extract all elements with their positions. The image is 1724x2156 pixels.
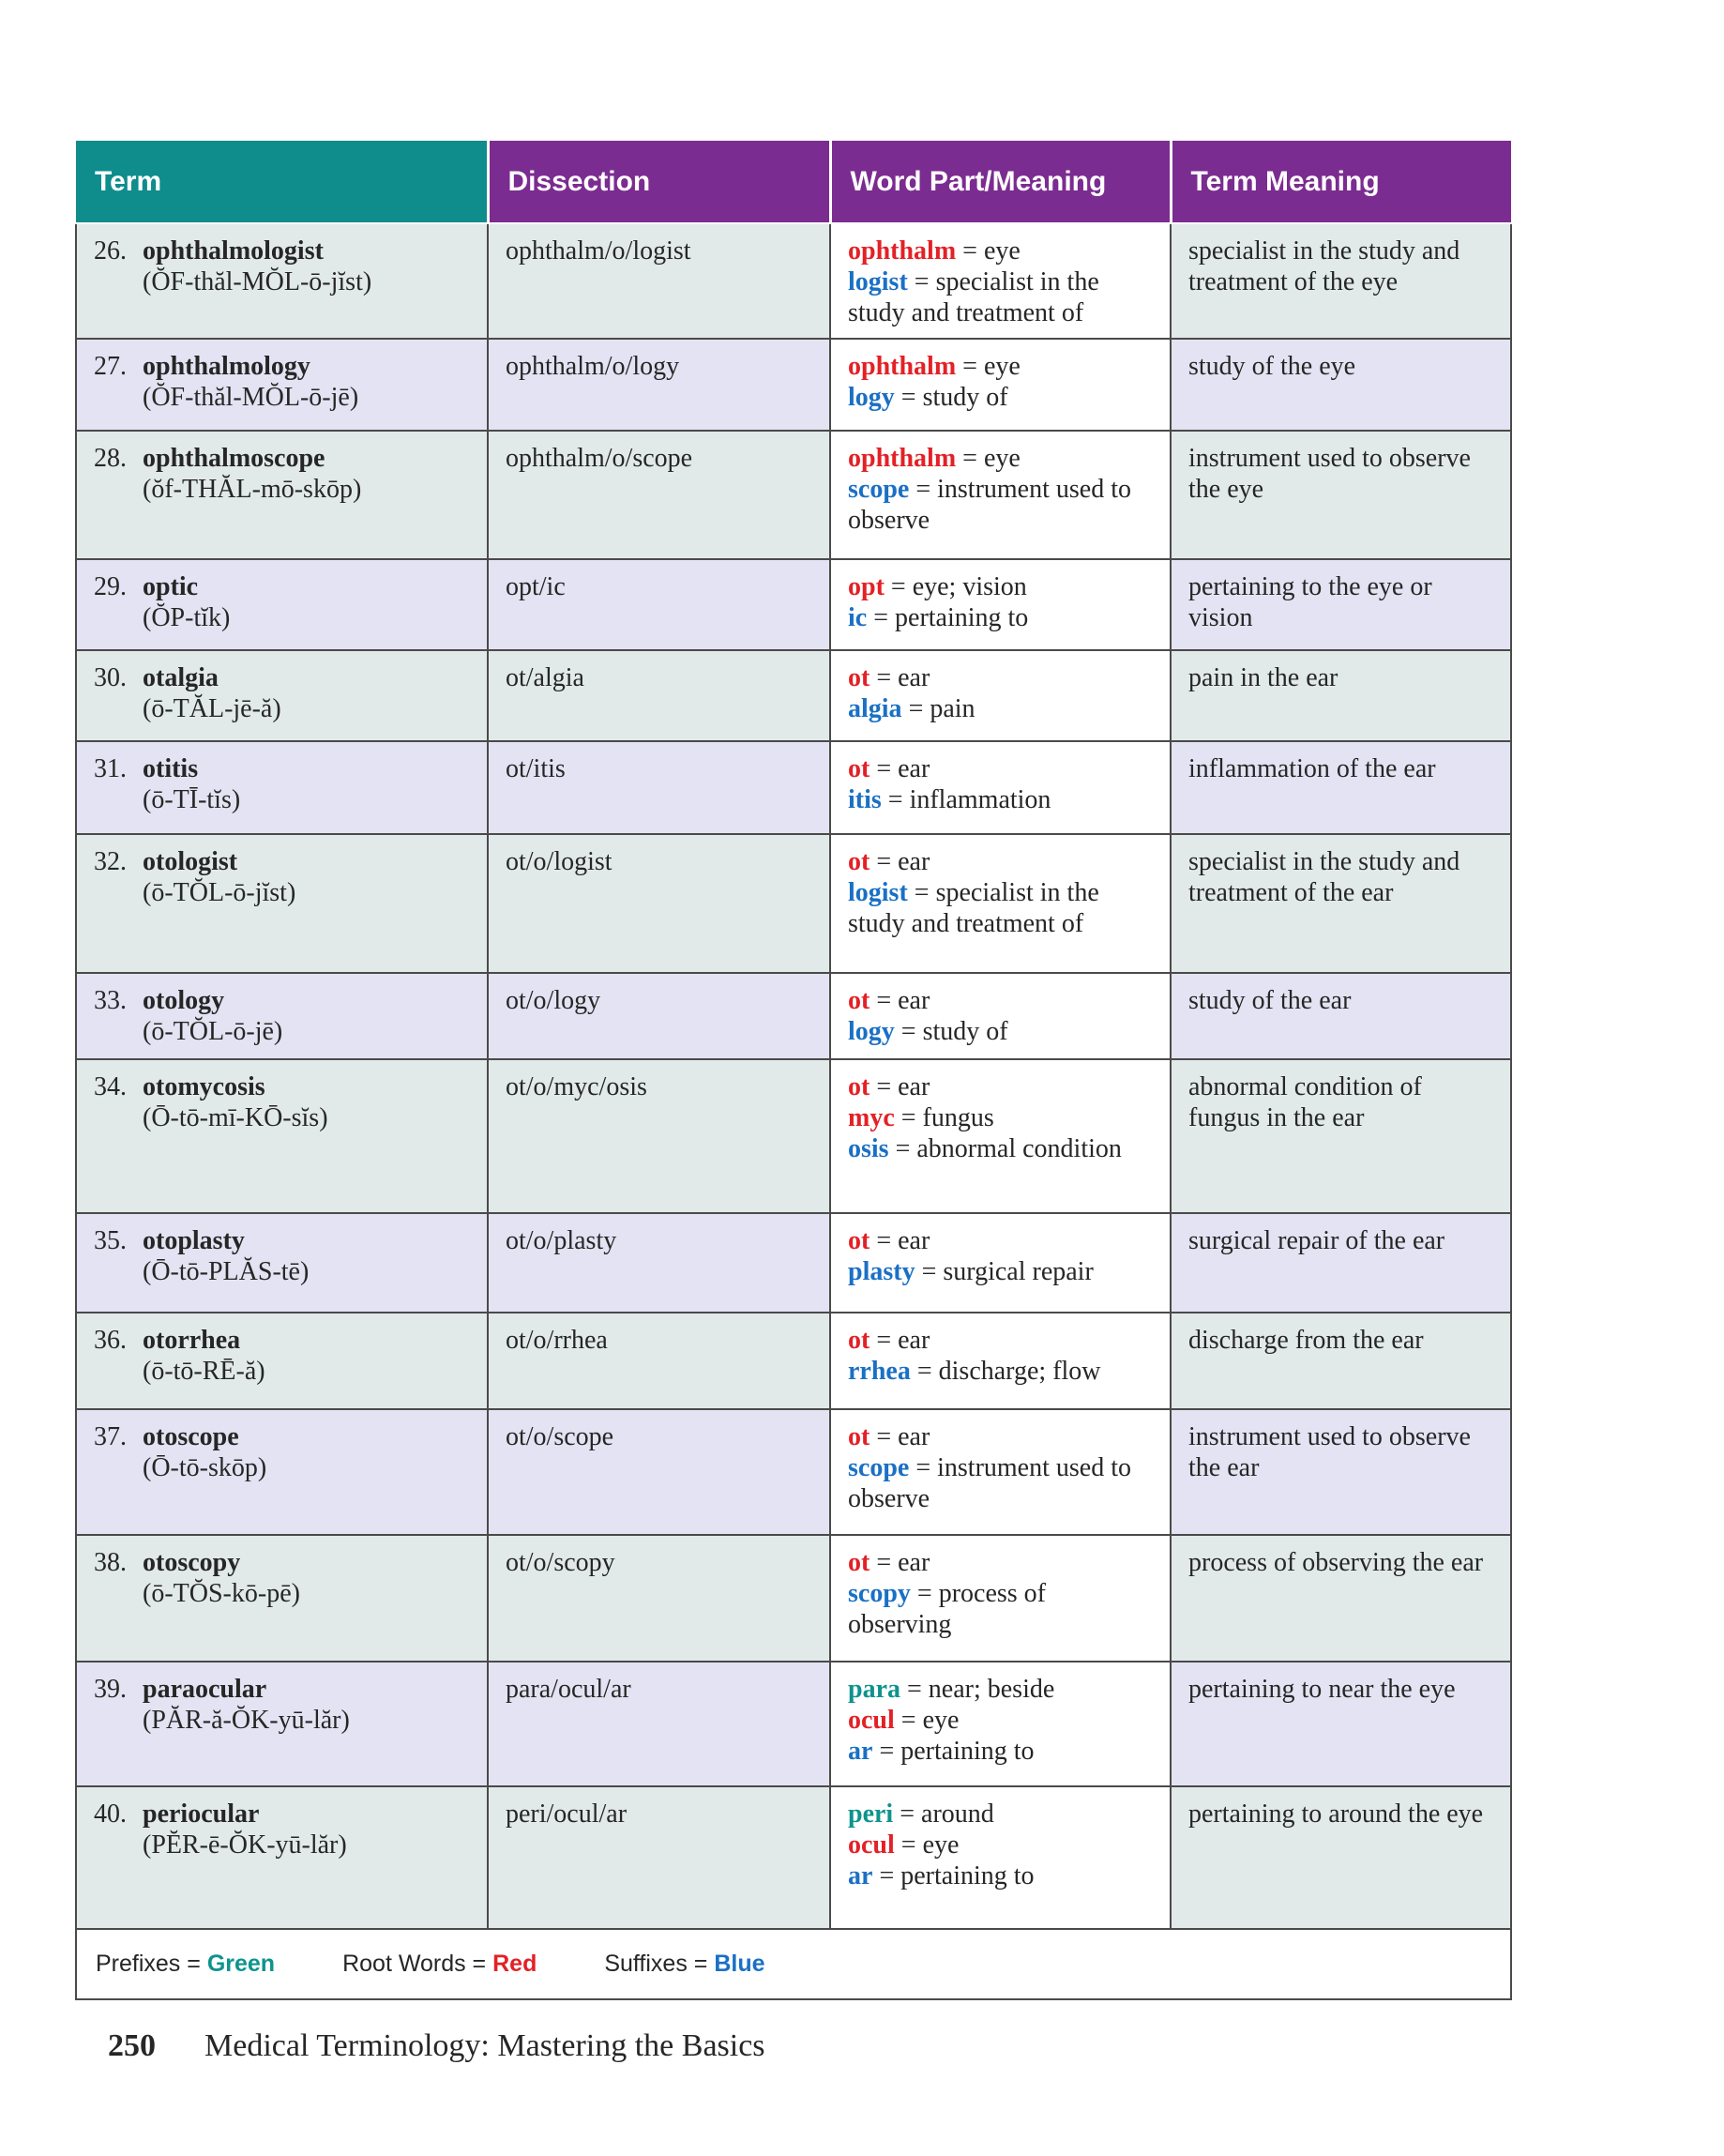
word-part-line: [848, 1016, 1155, 1047]
term-text: ophthalmologist: [143, 236, 324, 266]
word-part-token: myc: [848, 1103, 895, 1133]
word-part-line: [848, 235, 1155, 266]
term-cell: [76, 1059, 488, 1213]
word-part-token: ot: [848, 1422, 870, 1452]
word-part-token: ocul: [848, 1706, 895, 1736]
legend-label: Suffixes =: [604, 1950, 715, 1977]
word-part-meaning: = ear: [870, 754, 930, 784]
term-meaning-text: inflammation of the ear: [1188, 754, 1436, 784]
table-row: [76, 559, 1511, 650]
word-part-token: ot: [848, 986, 870, 1016]
pronunciation: (ō-TŎL-ō-jē): [143, 1017, 283, 1047]
word-part-meaning: = specialist in the study and treatment of: [848, 878, 1099, 939]
word-part-token: scopy: [848, 1579, 911, 1609]
word-part-cell: [830, 223, 1171, 339]
term-cell: [76, 1786, 488, 1929]
term-number: 27.: [94, 352, 127, 382]
legend-color-word: Green: [206, 1950, 276, 1977]
term-cell: [76, 834, 488, 973]
word-part-token: rrhea: [848, 1357, 911, 1387]
pronunciation: (Ō-tō-mī-KŌ-sĭs): [143, 1103, 328, 1133]
term-text: otitis: [143, 754, 199, 784]
term-number: 40.: [94, 1799, 127, 1830]
dissection-cell: [488, 1786, 830, 1929]
pronunciation: (Ō-tō-PLĂS-tē): [143, 1257, 310, 1287]
word-part-token: osis: [848, 1134, 889, 1164]
page-footer: [108, 2028, 765, 2064]
term-text: periocular: [143, 1799, 260, 1830]
word-part-line: [848, 1547, 1155, 1578]
term-meaning-cell: [1171, 559, 1511, 650]
word-part-token: ophthalm: [848, 352, 957, 382]
word-part-meaning: = near; beside: [900, 1675, 1055, 1705]
table-row: [76, 1313, 1511, 1409]
term-line: [94, 1799, 472, 1830]
dissection-cell: [488, 650, 830, 741]
pronunciation: (ō-TĪ-tĭs): [143, 785, 241, 815]
term-meaning-cell: [1171, 1786, 1511, 1929]
word-part-meaning: = ear: [870, 1226, 930, 1256]
word-part-line: [848, 985, 1155, 1016]
table-row: [76, 1662, 1511, 1786]
word-part-line: [848, 1674, 1155, 1705]
dissection-cell: [488, 1059, 830, 1213]
word-part-line: [848, 1830, 1155, 1860]
word-part-line: [848, 784, 1155, 815]
word-part-line: [848, 1225, 1155, 1256]
legend-label: Prefixes =: [96, 1950, 207, 1977]
term-text: otoscope: [143, 1422, 239, 1452]
term-meaning-cell: [1171, 650, 1511, 741]
legend-row: [76, 1929, 1511, 1999]
book-title: Medical Terminology: Mastering the Basics: [204, 2028, 765, 2063]
word-part-meaning: = around: [893, 1799, 994, 1830]
legend-color-word: Red: [492, 1950, 537, 1977]
word-part-token: peri: [848, 1799, 894, 1830]
dissection-cell: [488, 973, 830, 1059]
dissection-cell: [488, 1409, 830, 1535]
term-text: paraocular: [143, 1675, 267, 1705]
word-part-cell: [830, 1786, 1171, 1929]
legend-item: [604, 1951, 764, 1977]
term-number: 38.: [94, 1548, 127, 1578]
word-part-line: [848, 1325, 1155, 1356]
table-row: [76, 1059, 1511, 1213]
word-part-line: [848, 1356, 1155, 1387]
table-row: [76, 339, 1511, 431]
dissection-cell: [488, 1213, 830, 1313]
dissection-text: ot/o/scopy: [506, 1548, 615, 1578]
word-part-line: [848, 1860, 1155, 1891]
term-meaning-cell: [1171, 1313, 1511, 1409]
legend-item: [96, 1951, 275, 1977]
term-cell: [76, 741, 488, 834]
word-part-line: [848, 1799, 1155, 1830]
word-part-meaning: = abnormal condition: [888, 1134, 1122, 1164]
word-part-token: ot: [848, 1226, 870, 1256]
term-cell: [76, 973, 488, 1059]
word-part-token: ar: [848, 1737, 873, 1767]
term-cell: [76, 650, 488, 741]
table-row: [76, 973, 1511, 1059]
table-row: [76, 223, 1511, 339]
term-cell: [76, 339, 488, 431]
term-meaning-text: instrument used to observe the eye: [1188, 444, 1471, 505]
word-part-meaning: = ear: [870, 663, 930, 693]
dissection-cell: [488, 559, 830, 650]
dissection-text: ot/algia: [506, 663, 584, 693]
word-part-meaning: = instrument used to observe: [848, 475, 1131, 536]
word-part-line: [848, 753, 1155, 784]
word-part-meaning: = eye: [894, 1706, 960, 1736]
term-text: otomycosis: [143, 1072, 265, 1102]
word-part-line: [848, 1421, 1155, 1452]
term-table-body: [76, 223, 1511, 1929]
pronunciation: (ō-TĂL-jē-ă): [143, 694, 281, 724]
table-header: [76, 141, 1511, 223]
term-cell: [76, 1313, 488, 1409]
word-part-line: [848, 846, 1155, 877]
term-text: otoscopy: [143, 1548, 241, 1578]
word-part-token: logist: [848, 878, 908, 908]
word-part-cell: [830, 559, 1171, 650]
word-part-line: [848, 602, 1155, 633]
word-part-meaning: = discharge; flow: [910, 1357, 1101, 1387]
word-part-cell: [830, 650, 1171, 741]
pronunciation: (ŎF-thăl-MŎL-ō-jĭst): [143, 267, 372, 297]
word-part-line: [848, 662, 1155, 693]
term-line: [94, 753, 472, 784]
term-number: 33.: [94, 986, 127, 1016]
dissection-cell: [488, 1535, 830, 1662]
term-cell: [76, 1213, 488, 1313]
term-meaning-cell: [1171, 1535, 1511, 1662]
term-meaning-text: specialist in the study and treatment of the ear: [1188, 847, 1460, 908]
term-number: 29.: [94, 572, 127, 602]
legend-item: [342, 1951, 537, 1977]
term-number: 34.: [94, 1072, 127, 1102]
term-cell: [76, 431, 488, 559]
pronunciation: (Ō-tō-skōp): [143, 1453, 267, 1483]
word-part-token: logy: [848, 383, 895, 413]
dissection-text: opt/ic: [506, 572, 566, 602]
term-meaning-cell: [1171, 834, 1511, 973]
word-part-token: logy: [848, 1017, 895, 1047]
legend-label: Root Words =: [342, 1950, 493, 1977]
pronunciation: (ŏf-THĂL-mō-skōp): [143, 475, 362, 505]
term-text: otoplasty: [143, 1226, 245, 1256]
term-meaning-text: pain in the ear: [1188, 663, 1338, 693]
word-part-line: [848, 474, 1155, 536]
term-line: [94, 1547, 472, 1578]
pronunciation: (PĔR-ē-ŎK-yū-lăr): [143, 1830, 347, 1860]
table-row: [76, 741, 1511, 834]
word-part-token: ar: [848, 1861, 873, 1891]
legend-color-word: Blue: [714, 1950, 765, 1977]
term-line: [94, 1674, 472, 1705]
term-number: 36.: [94, 1326, 127, 1356]
word-part-cell: [830, 1535, 1171, 1662]
word-part-meaning: = study of: [894, 383, 1008, 413]
term-meaning-cell: [1171, 1059, 1511, 1213]
word-part-token: ot: [848, 663, 870, 693]
term-number: 32.: [94, 847, 127, 877]
term-number: 30.: [94, 663, 127, 693]
word-part-token: ot: [848, 1326, 870, 1356]
word-part-meaning: = eye: [894, 1830, 960, 1860]
word-part-line: [848, 693, 1155, 724]
word-part-cell: [830, 973, 1171, 1059]
word-part-meaning: = study of: [894, 1017, 1008, 1047]
word-part-meaning: = ear: [870, 1326, 930, 1356]
term-meaning-text: discharge from the ear: [1188, 1326, 1424, 1356]
word-part-line: [848, 877, 1155, 939]
term-meaning-text: study of the eye: [1188, 352, 1356, 382]
dissection-cell: [488, 741, 830, 834]
word-part-meaning: = ear: [870, 1548, 930, 1578]
term-line: [94, 846, 472, 877]
dissection-text: ot/o/rrhea: [506, 1326, 608, 1356]
word-part-meaning: = eye; vision: [884, 572, 1027, 602]
word-part-meaning: = pain: [901, 694, 975, 724]
term-meaning-text: surgical repair of the ear: [1188, 1226, 1445, 1256]
dissection-text: ot/o/scope: [506, 1422, 614, 1452]
word-part-token: scope: [848, 475, 910, 505]
word-part-line: [848, 1705, 1155, 1736]
word-part-meaning: = pertaining to: [867, 603, 1029, 633]
dissection-text: ophthalm/o/scope: [506, 444, 693, 474]
word-part-line: [848, 382, 1155, 413]
word-part-token: itis: [848, 785, 882, 815]
term-meaning-cell: [1171, 973, 1511, 1059]
word-part-meaning: = surgical repair: [915, 1257, 1094, 1287]
word-part-token: ophthalm: [848, 236, 957, 266]
term-number: 37.: [94, 1422, 127, 1452]
table-row: [76, 1535, 1511, 1662]
term-meaning-cell: [1171, 223, 1511, 339]
dissection-text: ot/o/plasty: [506, 1226, 617, 1256]
word-part-line: [848, 1736, 1155, 1767]
term-cell: [76, 223, 488, 339]
term-line: [94, 235, 472, 266]
word-part-meaning: = ear: [870, 1422, 930, 1452]
table-row: [76, 1409, 1511, 1535]
term-table: [75, 141, 1512, 2000]
dissection-text: ot/o/logy: [506, 986, 601, 1016]
term-line: [94, 1421, 472, 1452]
word-part-line: [848, 266, 1155, 328]
term-meaning-text: specialist in the study and treatment of the eye: [1188, 236, 1460, 297]
word-part-cell: [830, 834, 1171, 973]
dissection-cell: [488, 339, 830, 431]
word-part-line: [848, 1102, 1155, 1133]
word-part-token: ocul: [848, 1830, 895, 1860]
word-part-meaning: = eye: [956, 352, 1021, 382]
word-part-line: [848, 443, 1155, 474]
word-part-cell: [830, 741, 1171, 834]
pronunciation: (ō-TŎS-kō-pē): [143, 1579, 300, 1609]
word-part-meaning: = eye: [956, 444, 1021, 474]
term-meaning-text: pertaining to around the eye: [1188, 1799, 1484, 1830]
word-part-line: [848, 1578, 1155, 1640]
word-part-meaning: = specialist in the study and treatment of: [848, 267, 1099, 328]
term-meaning-text: instrument used to observe the ear: [1188, 1422, 1471, 1483]
legend-cell: [76, 1929, 1511, 1999]
term-line: [94, 1071, 472, 1102]
word-part-token: ot: [848, 847, 870, 877]
word-part-token: ic: [848, 603, 868, 633]
term-meaning-text: process of observing the ear: [1188, 1548, 1484, 1578]
word-part-line: [848, 571, 1155, 602]
pronunciation: (PĂR-ă-ŎK-yū-lăr): [143, 1706, 350, 1736]
term-text: otalgia: [143, 663, 219, 693]
term-meaning-cell: [1171, 1662, 1511, 1786]
table-row: [76, 650, 1511, 741]
word-part-line: [848, 1452, 1155, 1514]
pronunciation: (ŎF-thăl-MŎL-ō-jē): [143, 383, 359, 413]
term-number: 39.: [94, 1675, 127, 1705]
term-text: optic: [143, 572, 199, 602]
term-number: 26.: [94, 236, 127, 266]
term-line: [94, 662, 472, 693]
term-meaning-cell: [1171, 1213, 1511, 1313]
dissection-cell: [488, 1662, 830, 1786]
term-line: [94, 1225, 472, 1256]
table-row: [76, 1213, 1511, 1313]
term-text: ophthalmology: [143, 352, 310, 382]
term-text: ophthalmoscope: [143, 444, 325, 474]
header-row: [76, 141, 1511, 223]
word-part-cell: [830, 1213, 1171, 1313]
term-meaning-cell: [1171, 741, 1511, 834]
term-text: otorrhea: [143, 1326, 241, 1356]
term-number: 31.: [94, 754, 127, 784]
dissection-text: ophthalm/o/logist: [506, 236, 691, 266]
word-part-cell: [830, 339, 1171, 431]
column-header-dissection: Dissection: [488, 141, 830, 223]
word-part-cell: [830, 1059, 1171, 1213]
pronunciation: (ŎP-tĭk): [143, 603, 231, 633]
term-cell: [76, 1409, 488, 1535]
term-number: 28.: [94, 444, 127, 474]
word-part-cell: [830, 431, 1171, 559]
word-part-token: ot: [848, 754, 870, 784]
term-meaning-text: pertaining to near the eye: [1188, 1675, 1456, 1705]
word-part-meaning: = ear: [870, 986, 930, 1016]
word-part-token: scope: [848, 1453, 910, 1483]
word-part-meaning: = ear: [870, 847, 930, 877]
word-part-line: [848, 1256, 1155, 1287]
column-header-word-part-meaning: Word Part/Meaning: [830, 141, 1171, 223]
word-part-cell: [830, 1313, 1171, 1409]
term-line: [94, 1325, 472, 1356]
dissection-text: ot/itis: [506, 754, 566, 784]
term-line: [94, 443, 472, 474]
word-part-meaning: = instrument used to observe: [848, 1453, 1131, 1514]
term-cell: [76, 1535, 488, 1662]
table-row: [76, 1786, 1511, 1929]
term-meaning-cell: [1171, 431, 1511, 559]
word-part-token: logist: [848, 267, 908, 297]
term-meaning-text: study of the ear: [1188, 986, 1352, 1016]
word-part-line: [848, 1071, 1155, 1102]
word-part-line: [848, 1133, 1155, 1164]
dissection-text: ophthalm/o/logy: [506, 352, 680, 382]
word-part-cell: [830, 1409, 1171, 1535]
term-number: 35.: [94, 1226, 127, 1256]
word-part-meaning: = pertaining to: [872, 1737, 1035, 1767]
term-text: otology: [143, 986, 225, 1016]
word-part-meaning: = inflammation: [881, 785, 1051, 815]
word-part-meaning: = eye: [956, 236, 1021, 266]
term-line: [94, 985, 472, 1016]
column-header-term-meaning: Term Meaning: [1171, 141, 1511, 223]
term-line: [94, 571, 472, 602]
word-part-token: ot: [848, 1548, 870, 1578]
dissection-text: ot/o/logist: [506, 847, 612, 877]
word-part-line: [848, 351, 1155, 382]
pronunciation: (ō-TŎL-ō-jĭst): [143, 878, 296, 908]
dissection-cell: [488, 223, 830, 339]
word-part-meaning: = pertaining to: [872, 1861, 1035, 1891]
dissection-cell: [488, 431, 830, 559]
table-row: [76, 431, 1511, 559]
dissection-text: para/ocul/ar: [506, 1675, 631, 1705]
term-text: otologist: [143, 847, 238, 877]
word-part-cell: [830, 1662, 1171, 1786]
dissection-cell: [488, 1313, 830, 1409]
word-part-token: opt: [848, 572, 885, 602]
word-part-meaning: = process of observing: [848, 1579, 1046, 1640]
word-part-token: ot: [848, 1072, 870, 1102]
term-meaning-cell: [1171, 339, 1511, 431]
word-part-meaning: = ear: [870, 1072, 930, 1102]
term-line: [94, 351, 472, 382]
word-part-token: algia: [848, 694, 902, 724]
column-header-term: Term: [76, 141, 488, 223]
word-part-token: ophthalm: [848, 444, 957, 474]
dissection-text: ot/o/myc/osis: [506, 1072, 647, 1102]
word-part-token: plasty: [848, 1257, 915, 1287]
page-number: 250: [108, 2028, 156, 2063]
term-meaning-text: pertaining to the eye or vision: [1188, 572, 1432, 633]
word-part-token: para: [848, 1675, 900, 1705]
term-meaning-text: abnormal condition of fungus in the ear: [1188, 1072, 1422, 1133]
term-cell: [76, 1662, 488, 1786]
dissection-cell: [488, 834, 830, 973]
table-footer: [76, 1929, 1511, 1999]
term-meaning-cell: [1171, 1409, 1511, 1535]
term-cell: [76, 559, 488, 650]
pronunciation: (ō-tō-RĒ-ă): [143, 1357, 265, 1387]
dissection-text: peri/ocul/ar: [506, 1799, 628, 1830]
table-row: [76, 834, 1511, 973]
word-part-meaning: = fungus: [894, 1103, 994, 1133]
